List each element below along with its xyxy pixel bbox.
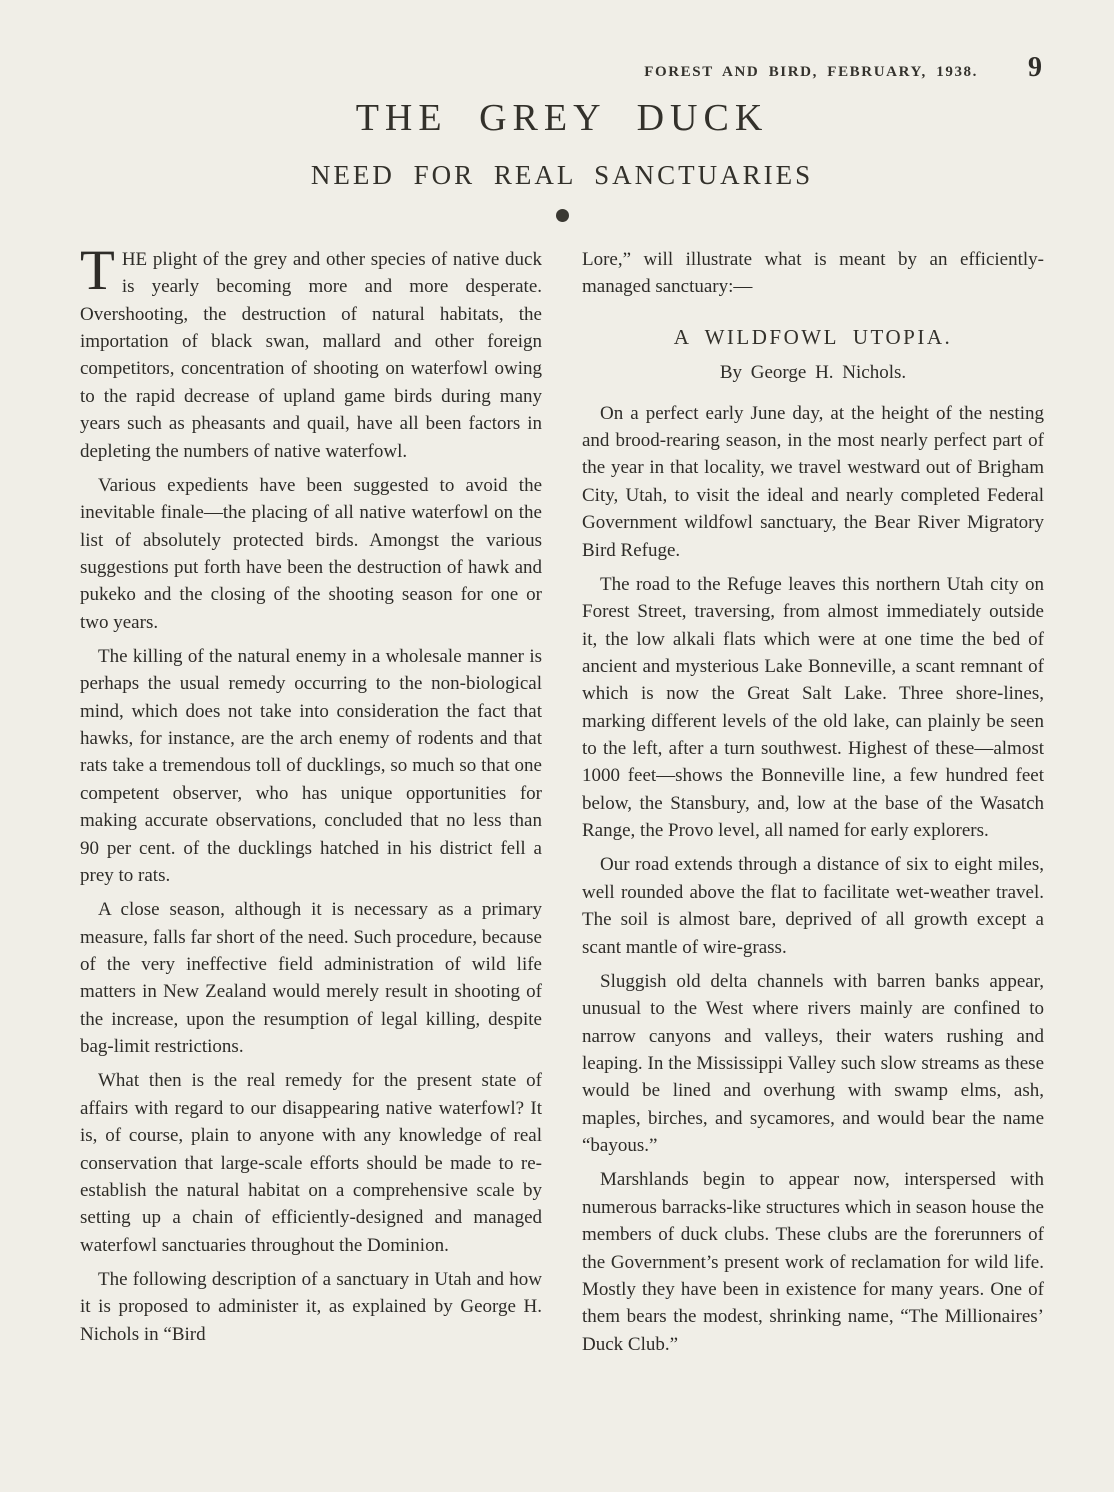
continuation-paragraph: Lore,” will illustrate what is meant by an efficiently-managed sanctuary:— (582, 249, 1044, 298)
article-subtitle: NEED FOR REAL SANCTUARIES (310, 160, 814, 190)
byline: By George H. Nichols. (719, 361, 907, 383)
article-body (80, 239, 1044, 1365)
paragraph: The road to the Refuge leaves this northern Utah city on Forest Street, traversing, from almost immediately outside it, the low alkali flats which were at one time the bed of ancient and mysterious Lake Bonneville, a scant remnant of which is now the Great Salt Lake. Three shore-lines, marking different levels of the old lake, can plainly be seen to the left, after a turn southwest. Highest of these—almost 1000 feet—shows the Bonneville line, a few hundred feet below, the Stansbury, and, low at the base of the Wasatch Range, the Provo level, all named for early explorers. (582, 573, 1044, 842)
opening-paragraph (80, 239, 542, 465)
opening-paragraph-text: HE plight of the grey and other species of native duck is yearly becoming more and more desperate. Overshooting, the destruction of natural habitats, the importation of black swan, mallard and other foreign competitors, concentration of shooting on waterfowl owing to the rapid decrease of upland game birds during many years such as pheasants and quail, have all been factors in depleting the numbers of native waterfowl. (80, 249, 542, 462)
paragraph: What then is the real remedy for the present state of affairs with regard to our disappearing native waterfowl? It is, of course, plain to anyone with any knowledge of real conservation that large-scale efforts should be made to re-establish the natural habitat on a comprehensive scale by setting up a chain of efficiently-designed and managed waterfowl sanctuaries throughout the Dominion. (80, 1070, 542, 1256)
journal-header-text: FOREST AND BIRD, FEBRUARY, 1938. (644, 64, 978, 80)
drop-cap: T (80, 239, 115, 302)
paragraph: Sluggish old delta channels with barren banks appear, unusual to the West where rivers mainly are confined to narrow canyons and valleys, their waters rushing and leaping. In the Mississippi Valley such slow streams as these would be lined and overhung with swamp elms, ash, maples, birches, and sycamores, and would bear the name “bayous.” (582, 970, 1044, 1157)
ornament-dot (556, 209, 569, 222)
page-header (80, 52, 1044, 84)
paragraph: A close season, although it is necessary as a primary measure, falls far short of the need. Such procedure, because of the very ineffective field administration of wild life matters in New Zealand would merely result in shooting of the increase, upon the resumption of legal killing, despite bag-limit restrictions. (80, 899, 542, 1058)
page-number: 9 (1028, 52, 1042, 83)
column-right (582, 246, 1044, 1365)
article-title: THE GREY DUCK (355, 97, 769, 139)
paragraph: The following description of a sanctuary in Utah and how it is proposed to administer it, as explained by George H. Nichols in “Bird (80, 1268, 542, 1345)
paragraph: Our road extends through a distance of six to eight miles, well rounded above the flat to facilitate wet-weather travel. The soil is almost bare, deprived of all growth except a scant mantle of wire-grass. (582, 854, 1044, 958)
paragraph: On a perfect early June day, at the height of the nesting and brood-rearing season, in the most nearly perfect part of the year in that locality, we travel westward out of Brigham City, Utah, to visit the ideal and nearly completed Federal Government wildfowl sanctuary, the Bear River Migratory Bird Refuge. (582, 402, 1044, 561)
paragraph: Marshlands begin to appear now, interspersed with numerous barracks-like structures which in season house the members of duck clubs. These clubs are the forerunners of the Government’s present work of reclamation for wild life. Mostly they have been in existence for many years. One of them bears the modest, shrinking name, “The Millionaires’ Duck Club.” (582, 1169, 1044, 1355)
section-heading: A WILDFOWL UTOPIA. (673, 324, 953, 349)
paragraph: Various expedients have been suggested to avoid the inevitable finale—the placing of all native waterfowl on the list of absolutely protected birds. Amongst the various suggestions put forth have been the destruction of hawk and pukeko and the closing of the shooting season for one or two years. (80, 474, 542, 633)
paragraph: The killing of the natural enemy in a wholesale manner is perhaps the usual remedy occurring to the non-biological mind, which does not take into consideration the fact that hawks, for instance, are the arch enemy of rodents and that rats take a tremendous toll of ducklings, so much so that one competent observer, who has unique opportunities for making accurate observations, concluded that no less than 90 per cent. of the ducklings hatched in his district fell a prey to rats. (80, 646, 542, 886)
column-left (80, 239, 542, 1365)
